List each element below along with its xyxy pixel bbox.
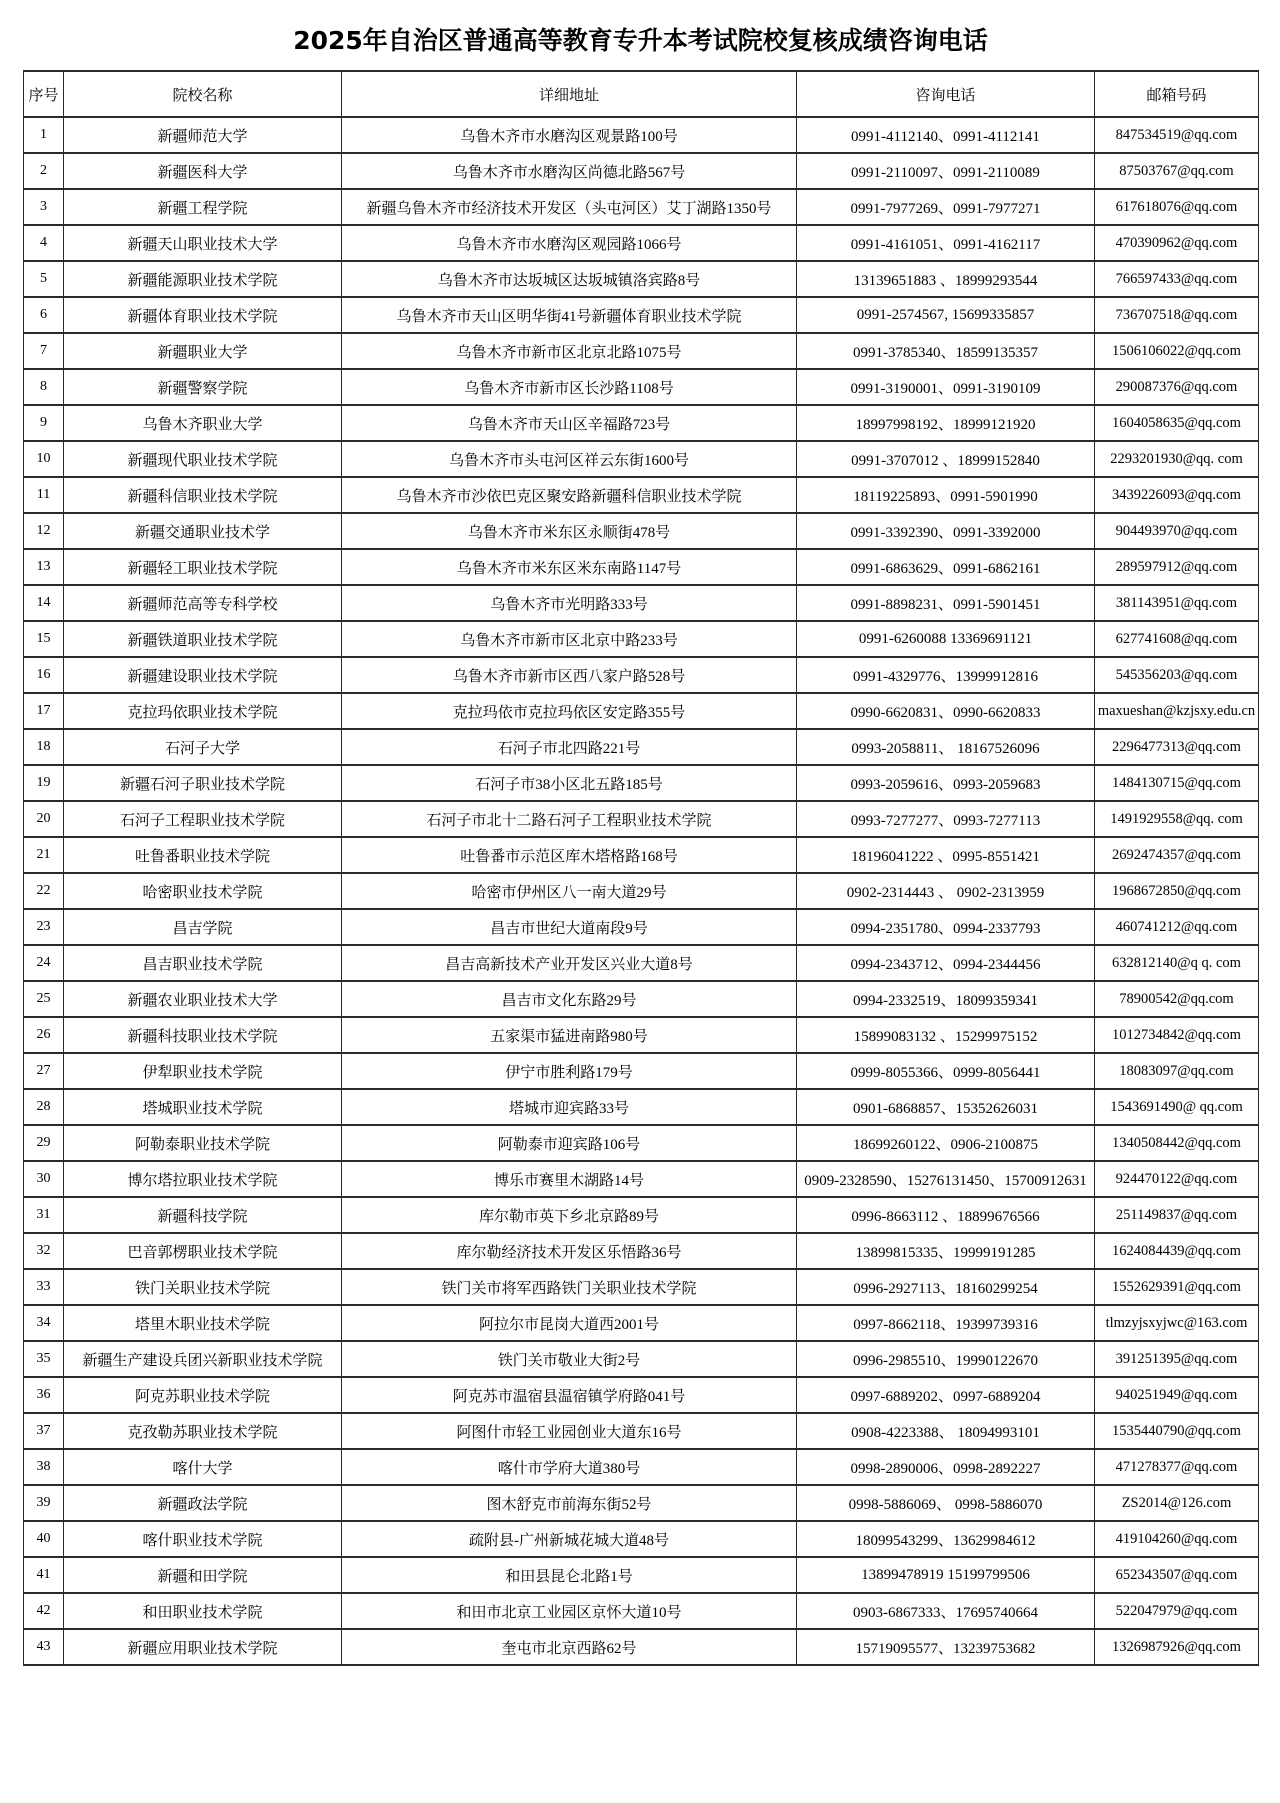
phone-cell: 18997998192、18999121920: [797, 405, 1095, 441]
school-name-cell: 新疆科信职业技术学院: [64, 477, 342, 513]
address-cell: 乌鲁木齐市新市区北京北路1075号: [342, 333, 797, 369]
row-index-cell: 14: [24, 585, 64, 621]
row-index-cell: 12: [24, 513, 64, 549]
address-cell: 乌鲁木齐市米东区永顺街478号: [342, 513, 797, 549]
table-row: [24, 801, 1259, 837]
table-row: [24, 1089, 1259, 1125]
table-row: [24, 117, 1259, 153]
row-index-cell: 11: [24, 477, 64, 513]
email-cell: 1326987926@qq.com: [1095, 1629, 1259, 1665]
row-index-cell: 19: [24, 765, 64, 801]
phone-cell: 0991-4161051、0991-4162117: [797, 225, 1095, 261]
table-row: [24, 909, 1259, 945]
address-cell: 乌鲁木齐市新市区长沙路1108号: [342, 369, 797, 405]
phone-cell: 13899815335、19999191285: [797, 1233, 1095, 1269]
score-review-contact-table: [23, 70, 1259, 1666]
phone-cell: 0991-7977269、0991-7977271: [797, 189, 1095, 225]
school-name-cell: 新疆科技职业技术学院: [64, 1017, 342, 1053]
school-name-cell: 新疆石河子职业技术学院: [64, 765, 342, 801]
row-index-cell: 24: [24, 945, 64, 981]
email-cell: 940251949@qq.com: [1095, 1377, 1259, 1413]
column-header-index: 序号: [24, 71, 64, 117]
row-index-cell: 4: [24, 225, 64, 261]
phone-cell: 0991-2574567, 15699335857: [797, 297, 1095, 333]
phone-cell: 0991-6260088 13369691121: [797, 621, 1095, 657]
school-name-cell: 铁门关职业技术学院: [64, 1269, 342, 1305]
row-index-cell: 15: [24, 621, 64, 657]
phone-cell: 0909-2328590、15276131450、15700912631: [797, 1161, 1095, 1197]
address-cell: 昌吉高新技术产业开发区兴业大道8号: [342, 945, 797, 981]
document-page: [0, 27, 1280, 1666]
table-row: [24, 729, 1259, 765]
address-cell: 新疆乌鲁木齐市经济技术开发区（头屯河区）艾丁湖路1350号: [342, 189, 797, 225]
row-index-cell: 39: [24, 1485, 64, 1521]
email-cell: 470390962@qq.com: [1095, 225, 1259, 261]
school-name-cell: 乌鲁木齐职业大学: [64, 405, 342, 441]
email-cell: 736707518@qq.com: [1095, 297, 1259, 333]
school-name-cell: 新疆轻工职业技术学院: [64, 549, 342, 585]
phone-cell: 0902-2314443 、 0902-2313959: [797, 873, 1095, 909]
row-index-cell: 25: [24, 981, 64, 1017]
email-cell: 3439226093@qq.com: [1095, 477, 1259, 513]
address-cell: 昌吉市世纪大道南段9号: [342, 909, 797, 945]
address-cell: 喀什市学府大道380号: [342, 1449, 797, 1485]
row-index-cell: 21: [24, 837, 64, 873]
email-cell: 251149837@qq.com: [1095, 1197, 1259, 1233]
school-name-cell: 新疆师范大学: [64, 117, 342, 153]
email-cell: 471278377@qq.com: [1095, 1449, 1259, 1485]
phone-cell: 0991-3785340、18599135357: [797, 333, 1095, 369]
address-cell: 乌鲁木齐市天山区辛福路723号: [342, 405, 797, 441]
address-cell: 吐鲁番市示范区库木塔格路168号: [342, 837, 797, 873]
address-cell: 奎屯市北京西路62号: [342, 1629, 797, 1665]
school-name-cell: 阿勒泰职业技术学院: [64, 1125, 342, 1161]
table-row: [24, 1413, 1259, 1449]
table-row: [24, 1053, 1259, 1089]
row-index-cell: 36: [24, 1377, 64, 1413]
row-index-cell: 18: [24, 729, 64, 765]
row-index-cell: 17: [24, 693, 64, 729]
address-cell: 哈密市伊州区八一南大道29号: [342, 873, 797, 909]
page-title: 2025年自治区普通高等教育专升本考试院校复核成绩咨询电话: [293, 26, 988, 55]
phone-cell: 0903-6867333、17695740664: [797, 1593, 1095, 1629]
header-row: [24, 71, 1259, 117]
phone-cell: 0993-2059616、0993-2059683: [797, 765, 1095, 801]
school-name-cell: 新疆体育职业技术学院: [64, 297, 342, 333]
table-row: [24, 1593, 1259, 1629]
address-cell: 克拉玛依市克拉玛依区安定路355号: [342, 693, 797, 729]
phone-cell: 0999-8055366、0999-8056441: [797, 1053, 1095, 1089]
email-cell: 1506106022@qq.com: [1095, 333, 1259, 369]
column-header-address: 详细地址: [342, 71, 797, 117]
phone-cell: 0993-2058811、 18167526096: [797, 729, 1095, 765]
address-cell: 石河子市北十二路石河子工程职业技术学院: [342, 801, 797, 837]
row-index-cell: 41: [24, 1557, 64, 1593]
address-cell: 石河子市38小区北五路185号: [342, 765, 797, 801]
row-index-cell: 2: [24, 153, 64, 189]
row-index-cell: 3: [24, 189, 64, 225]
school-name-cell: 新疆政法学院: [64, 1485, 342, 1521]
phone-cell: 18699260122、0906-2100875: [797, 1125, 1095, 1161]
email-cell: tlmzyjsxyjwc@163.com: [1095, 1305, 1259, 1341]
table-row: [24, 1341, 1259, 1377]
email-cell: 1012734842@qq.com: [1095, 1017, 1259, 1053]
table-row: [24, 1233, 1259, 1269]
phone-cell: 0991-8898231、0991-5901451: [797, 585, 1095, 621]
table-row: [24, 585, 1259, 621]
school-name-cell: 新疆职业大学: [64, 333, 342, 369]
phone-cell: 18099543299、13629984612: [797, 1521, 1095, 1557]
school-name-cell: 喀什职业技术学院: [64, 1521, 342, 1557]
address-cell: 阿勒泰市迎宾路106号: [342, 1125, 797, 1161]
phone-cell: 0994-2332519、18099359341: [797, 981, 1095, 1017]
email-cell: 419104260@qq.com: [1095, 1521, 1259, 1557]
school-name-cell: 新疆警察学院: [64, 369, 342, 405]
school-name-cell: 塔城职业技术学院: [64, 1089, 342, 1125]
address-cell: 伊宁市胜利路179号: [342, 1053, 797, 1089]
row-index-cell: 38: [24, 1449, 64, 1485]
email-cell: 1543691490@ qq.com: [1095, 1089, 1259, 1125]
table-row: [24, 873, 1259, 909]
address-cell: 乌鲁木齐市头屯河区祥云东街1600号: [342, 441, 797, 477]
row-index-cell: 34: [24, 1305, 64, 1341]
row-index-cell: 20: [24, 801, 64, 837]
email-cell: 617618076@qq.com: [1095, 189, 1259, 225]
table-row: [24, 297, 1259, 333]
phone-cell: 0990-6620831、0990-6620833: [797, 693, 1095, 729]
school-name-cell: 新疆科技学院: [64, 1197, 342, 1233]
phone-cell: 0997-6889202、0997-6889204: [797, 1377, 1095, 1413]
email-cell: 1624084439@qq.com: [1095, 1233, 1259, 1269]
address-cell: 库尔勒市英下乡北京路89号: [342, 1197, 797, 1233]
address-cell: 和田市北京工业园区京怀大道10号: [342, 1593, 797, 1629]
row-index-cell: 16: [24, 657, 64, 693]
address-cell: 阿克苏市温宿县温宿镇学府路041号: [342, 1377, 797, 1413]
email-cell: 290087376@qq.com: [1095, 369, 1259, 405]
email-cell: maxueshan@kzjsxy.edu.cn: [1095, 693, 1259, 729]
phone-cell: 0991-4112140、0991-4112141: [797, 117, 1095, 153]
school-name-cell: 巴音郭楞职业技术学院: [64, 1233, 342, 1269]
email-cell: 522047979@qq.com: [1095, 1593, 1259, 1629]
school-name-cell: 伊犁职业技术学院: [64, 1053, 342, 1089]
phone-cell: 0991-3190001、0991-3190109: [797, 369, 1095, 405]
address-cell: 博乐市赛里木湖路14号: [342, 1161, 797, 1197]
email-cell: 847534519@qq.com: [1095, 117, 1259, 153]
school-name-cell: 和田职业技术学院: [64, 1593, 342, 1629]
email-cell: 924470122@qq.com: [1095, 1161, 1259, 1197]
email-cell: 545356203@qq.com: [1095, 657, 1259, 693]
school-name-cell: 喀什大学: [64, 1449, 342, 1485]
school-name-cell: 新疆建设职业技术学院: [64, 657, 342, 693]
row-index-cell: 1: [24, 117, 64, 153]
address-cell: 昌吉市文化东路29号: [342, 981, 797, 1017]
table-row: [24, 837, 1259, 873]
address-cell: 乌鲁木齐市水磨沟区观景路100号: [342, 117, 797, 153]
school-name-cell: 克拉玛依职业技术学院: [64, 693, 342, 729]
address-cell: 乌鲁木齐市达坂城区达坂城镇洛宾路8号: [342, 261, 797, 297]
email-cell: 2296477313@qq.com: [1095, 729, 1259, 765]
row-index-cell: 8: [24, 369, 64, 405]
row-index-cell: 23: [24, 909, 64, 945]
phone-cell: 18119225893、0991-5901990: [797, 477, 1095, 513]
phone-cell: 13139651883 、18999293544: [797, 261, 1095, 297]
table-row: [24, 441, 1259, 477]
school-name-cell: 新疆工程学院: [64, 189, 342, 225]
table-row: [24, 225, 1259, 261]
table-row: [24, 333, 1259, 369]
table-row: [24, 1269, 1259, 1305]
table-row: [24, 1377, 1259, 1413]
school-name-cell: 新疆生产建设兵团兴新职业技术学院: [64, 1341, 342, 1377]
address-cell: 阿图什市轻工业园创业大道东16号: [342, 1413, 797, 1449]
school-name-cell: 阿克苏职业技术学院: [64, 1377, 342, 1413]
phone-cell: 0991-2110097、0991-2110089: [797, 153, 1095, 189]
row-index-cell: 10: [24, 441, 64, 477]
phone-cell: 0908-4223388、 18094993101: [797, 1413, 1095, 1449]
row-index-cell: 31: [24, 1197, 64, 1233]
school-name-cell: 新疆应用职业技术学院: [64, 1629, 342, 1665]
school-name-cell: 新疆能源职业技术学院: [64, 261, 342, 297]
table-row: [24, 189, 1259, 225]
email-cell: 2293201930@qq. com: [1095, 441, 1259, 477]
table-row: [24, 693, 1259, 729]
table-row: [24, 1449, 1259, 1485]
address-cell: 乌鲁木齐市沙依巴克区聚安路新疆科信职业技术学院: [342, 477, 797, 513]
email-cell: 391251395@qq.com: [1095, 1341, 1259, 1377]
email-cell: 78900542@qq.com: [1095, 981, 1259, 1017]
table-row: [24, 513, 1259, 549]
row-index-cell: 32: [24, 1233, 64, 1269]
row-index-cell: 29: [24, 1125, 64, 1161]
table-row: [24, 1557, 1259, 1593]
row-index-cell: 7: [24, 333, 64, 369]
table-row: [24, 981, 1259, 1017]
table-row: [24, 1305, 1259, 1341]
school-name-cell: 石河子大学: [64, 729, 342, 765]
school-name-cell: 新疆现代职业技术学院: [64, 441, 342, 477]
email-cell: 652343507@qq.com: [1095, 1557, 1259, 1593]
table-row: [24, 549, 1259, 585]
table-row: [24, 657, 1259, 693]
phone-cell: 0994-2351780、0994-2337793: [797, 909, 1095, 945]
phone-cell: 0991-4329776、13999912816: [797, 657, 1095, 693]
row-index-cell: 30: [24, 1161, 64, 1197]
email-cell: 627741608@qq.com: [1095, 621, 1259, 657]
phone-cell: 15899083132 、15299975152: [797, 1017, 1095, 1053]
school-name-cell: 新疆铁道职业技术学院: [64, 621, 342, 657]
email-cell: 87503767@qq.com: [1095, 153, 1259, 189]
address-cell: 乌鲁木齐市天山区明华街41号新疆体育职业技术学院: [342, 297, 797, 333]
email-cell: 1552629391@qq.com: [1095, 1269, 1259, 1305]
email-cell: 632812140@q q. com: [1095, 945, 1259, 981]
table-row: [24, 1125, 1259, 1161]
address-cell: 图木舒克市前海东街52号: [342, 1485, 797, 1521]
school-name-cell: 新疆天山职业技术大学: [64, 225, 342, 261]
phone-cell: 0991-3707012 、18999152840: [797, 441, 1095, 477]
row-index-cell: 35: [24, 1341, 64, 1377]
table-row: [24, 1629, 1259, 1665]
row-index-cell: 40: [24, 1521, 64, 1557]
row-index-cell: 37: [24, 1413, 64, 1449]
table-body: [24, 117, 1259, 1665]
phone-cell: 0991-3392390、0991-3392000: [797, 513, 1095, 549]
row-index-cell: 22: [24, 873, 64, 909]
school-name-cell: 吐鲁番职业技术学院: [64, 837, 342, 873]
address-cell: 和田县昆仑北路1号: [342, 1557, 797, 1593]
school-name-cell: 新疆师范高等专科学校: [64, 585, 342, 621]
address-cell: 乌鲁木齐市水磨沟区观园路1066号: [342, 225, 797, 261]
email-cell: 2692474357@qq.com: [1095, 837, 1259, 873]
school-name-cell: 新疆和田学院: [64, 1557, 342, 1593]
column-header-school: 院校名称: [64, 71, 342, 117]
row-index-cell: 6: [24, 297, 64, 333]
phone-cell: 0993-7277277、0993-7277113: [797, 801, 1095, 837]
address-cell: 铁门关市敬业大街2号: [342, 1341, 797, 1377]
school-name-cell: 新疆农业职业技术大学: [64, 981, 342, 1017]
school-name-cell: 博尔塔拉职业技术学院: [64, 1161, 342, 1197]
table-row: [24, 405, 1259, 441]
table-row: [24, 765, 1259, 801]
phone-cell: 0996-8663112 、18899676566: [797, 1197, 1095, 1233]
email-cell: 904493970@qq.com: [1095, 513, 1259, 549]
table-header: [24, 71, 1259, 117]
phone-cell: 18196041222 、0995-8551421: [797, 837, 1095, 873]
email-cell: 1484130715@qq.com: [1095, 765, 1259, 801]
school-name-cell: 哈密职业技术学院: [64, 873, 342, 909]
address-cell: 乌鲁木齐市水磨沟区尚德北路567号: [342, 153, 797, 189]
table-row: [24, 1017, 1259, 1053]
table-row: [24, 477, 1259, 513]
row-index-cell: 28: [24, 1089, 64, 1125]
email-cell: 766597433@qq.com: [1095, 261, 1259, 297]
table-row: [24, 1485, 1259, 1521]
row-index-cell: 43: [24, 1629, 64, 1665]
school-name-cell: 石河子工程职业技术学院: [64, 801, 342, 837]
school-name-cell: 新疆医科大学: [64, 153, 342, 189]
school-name-cell: 新疆交通职业技术学: [64, 513, 342, 549]
address-cell: 疏附县-广州新城花城大道48号: [342, 1521, 797, 1557]
row-index-cell: 13: [24, 549, 64, 585]
phone-cell: 0996-2985510、19990122670: [797, 1341, 1095, 1377]
email-cell: 289597912@qq.com: [1095, 549, 1259, 585]
address-cell: 铁门关市将军西路铁门关职业技术学院: [342, 1269, 797, 1305]
table-row: [24, 1521, 1259, 1557]
phone-cell: 13899478919 15199799506: [797, 1557, 1095, 1593]
column-header-phone: 咨询电话: [797, 71, 1095, 117]
phone-cell: 0997-8662118、19399739316: [797, 1305, 1095, 1341]
school-name-cell: 克孜勒苏职业技术学院: [64, 1413, 342, 1449]
table-row: [24, 369, 1259, 405]
row-index-cell: 26: [24, 1017, 64, 1053]
address-cell: 石河子市北四路221号: [342, 729, 797, 765]
table-row: [24, 1197, 1259, 1233]
email-cell: 18083097@qq.com: [1095, 1053, 1259, 1089]
school-name-cell: 昌吉学院: [64, 909, 342, 945]
phone-cell: 0998-5886069、 0998-5886070: [797, 1485, 1095, 1521]
address-cell: 乌鲁木齐市米东区米东南路1147号: [342, 549, 797, 585]
row-index-cell: 33: [24, 1269, 64, 1305]
address-cell: 五家渠市猛进南路980号: [342, 1017, 797, 1053]
address-cell: 乌鲁木齐市光明路333号: [342, 585, 797, 621]
email-cell: 381143951@qq.com: [1095, 585, 1259, 621]
address-cell: 阿拉尔市昆岗大道西2001号: [342, 1305, 797, 1341]
table-row: [24, 621, 1259, 657]
phone-cell: 0991-6863629、0991-6862161: [797, 549, 1095, 585]
email-cell: 1340508442@qq.com: [1095, 1125, 1259, 1161]
phone-cell: 0996-2927113、18160299254: [797, 1269, 1095, 1305]
table-row: [24, 153, 1259, 189]
email-cell: 1968672850@qq.com: [1095, 873, 1259, 909]
table-row: [24, 261, 1259, 297]
phone-cell: 0998-2890006、0998-2892227: [797, 1449, 1095, 1485]
email-cell: 1491929558@qq. com: [1095, 801, 1259, 837]
column-header-email: 邮箱号码: [1095, 71, 1259, 117]
row-index-cell: 27: [24, 1053, 64, 1089]
phone-cell: 0994-2343712、0994-2344456: [797, 945, 1095, 981]
phone-cell: 15719095577、13239753682: [797, 1629, 1095, 1665]
row-index-cell: 42: [24, 1593, 64, 1629]
school-name-cell: 塔里木职业技术学院: [64, 1305, 342, 1341]
email-cell: ZS2014@126.com: [1095, 1485, 1259, 1521]
email-cell: 1535440790@qq.com: [1095, 1413, 1259, 1449]
address-cell: 乌鲁木齐市新市区北京中路233号: [342, 621, 797, 657]
row-index-cell: 9: [24, 405, 64, 441]
school-name-cell: 昌吉职业技术学院: [64, 945, 342, 981]
address-cell: 乌鲁木齐市新市区西八家户路528号: [342, 657, 797, 693]
table-row: [24, 1161, 1259, 1197]
phone-cell: 0901-6868857、15352626031: [797, 1089, 1095, 1125]
row-index-cell: 5: [24, 261, 64, 297]
address-cell: 塔城市迎宾路33号: [342, 1089, 797, 1125]
email-cell: 460741212@qq.com: [1095, 909, 1259, 945]
address-cell: 库尔勒经济技术开发区乐悟路36号: [342, 1233, 797, 1269]
table-row: [24, 945, 1259, 981]
email-cell: 1604058635@qq.com: [1095, 405, 1259, 441]
